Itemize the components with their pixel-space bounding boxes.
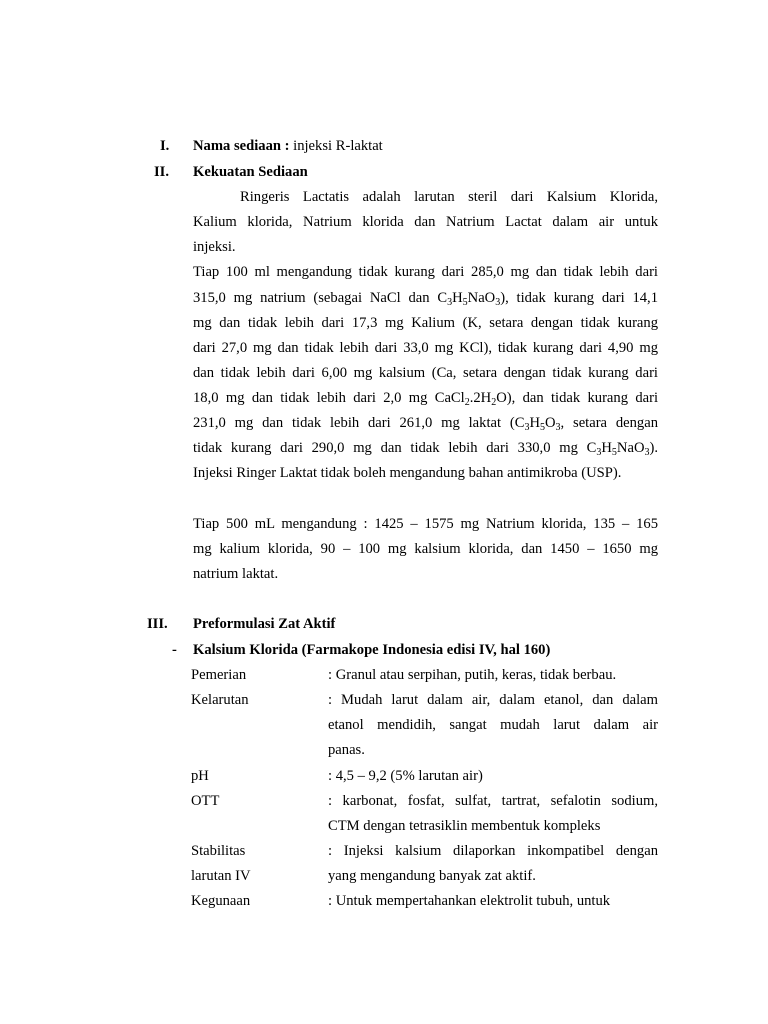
stabilitas-line-2: yang mengandung banyak zat aktif. (328, 868, 536, 884)
section-2-numeral: II. (154, 164, 170, 180)
kelarutan-label: Kelarutan (191, 692, 249, 708)
kelarutan-line-3: panas. (328, 742, 365, 758)
kegunaan-value: : Untuk mempertahankan elektrolit tubuh, untuk (328, 893, 611, 909)
para3-line-2: mg kalium klorida, 90 – 100 mg kalsium klorida, dan 1450 – 1650 mg (193, 541, 658, 557)
para1-line-1: Ringeris Lactatis adalah larutan steril dari Kalsium Klorida, (240, 189, 658, 205)
stabilitas-label-2: larutan IV (191, 868, 251, 884)
section-1-colon: : (280, 138, 294, 154)
section-1-line (193, 136, 383, 156)
section-3-numeral: III. (147, 616, 168, 632)
para2-line-9: Injeksi Ringer Laktat tidak boleh mengandung bahan antimikroba (USP). (193, 465, 622, 481)
para2-line-2: 315,0 mg natrium (sebagai NaCl dan $C_3H_5NaO_3$), tidak kurang dari 14,1 (193, 290, 658, 308)
ott-line-2: CTM dengan tetrasiklin membentuk kompleks (328, 818, 601, 834)
section-1-label: Nama sediaan (193, 138, 281, 154)
section-3-title: Preformulasi Zat Aktif (193, 616, 336, 632)
pemerian-value: : Granul atau serpihan, putih, keras, tidak berbau. (328, 667, 617, 683)
ott-label: OTT (191, 793, 220, 809)
stabilitas-label-1: Stabilitas (191, 843, 246, 859)
kelarutan-line-2: etanol mendidih, sangat mudah larut dalam air (328, 717, 658, 733)
section-1-value: injeksi R-laktat (293, 138, 383, 154)
ph-value: : 4,5 – 9,2 (5% larutan air) (328, 768, 483, 784)
subsection-title: Kalsium Klorida (Farmakope Indonesia edisi IV, hal 160) (193, 642, 551, 658)
para1-line-2: Kalium klorida, Natrium klorida dan Natrium Lactat dalam air untuk (193, 214, 658, 230)
kegunaan-label: Kegunaan (191, 893, 251, 909)
section-1-numeral: I. (160, 138, 170, 154)
pemerian-label: Pemerian (191, 667, 247, 683)
ott-line-1: : karbonat, fosfat, sulfat, tartrat, sefalotin sodium, (328, 793, 658, 809)
bullet-dash: - (172, 642, 177, 658)
stabilitas-line-1: : Injeksi kalsium dilaporkan inkompatibel dengan (328, 843, 658, 859)
para2-line-6: 18,0 mg dan tidak lebih dari 2,0 mg $CaCl_2.2H_2O$), dan tidak kurang dari (193, 390, 659, 408)
para2-line-3: mg dan tidak lebih dari 17,3 mg Kalium (K, setara dengan tidak kurang (193, 315, 658, 331)
para2-line-5: dan tidak lebih dari 6,00 mg kalsium (Ca, setara dengan tidak kurang dari (193, 365, 658, 381)
para1-line-3: injeksi. (193, 239, 236, 255)
section-2-title: Kekuatan Sediaan (193, 164, 308, 180)
para2-line-4: dari 27,0 mg dan tidak lebih dari 33,0 mg KCl), tidak kurang dari 4,90 mg (193, 340, 658, 356)
para2-line-8: tidak kurang dari 290,0 mg dan tidak lebih dari 330,0 mg $C_3H_5NaO_3$). (193, 440, 658, 458)
kelarutan-line-1: : Mudah larut dalam air, dalam etanol, dan dalam (328, 692, 658, 708)
para2-line-7: 231,0 mg dan tidak lebih dari 261,0 mg laktat ($C_3H_5O_3$, setara dengan (193, 415, 658, 433)
ph-label: pH (191, 768, 209, 784)
para3-line-1: Tiap 500 mL mengandung : 1425 – 1575 mg Natrium klorida, 135 – 165 (193, 516, 658, 532)
para3-line-3: natrium laktat. (193, 566, 279, 582)
para2-line-1: Tiap 100 ml mengandung tidak kurang dari 285,0 mg dan tidak lebih dari (193, 264, 658, 280)
